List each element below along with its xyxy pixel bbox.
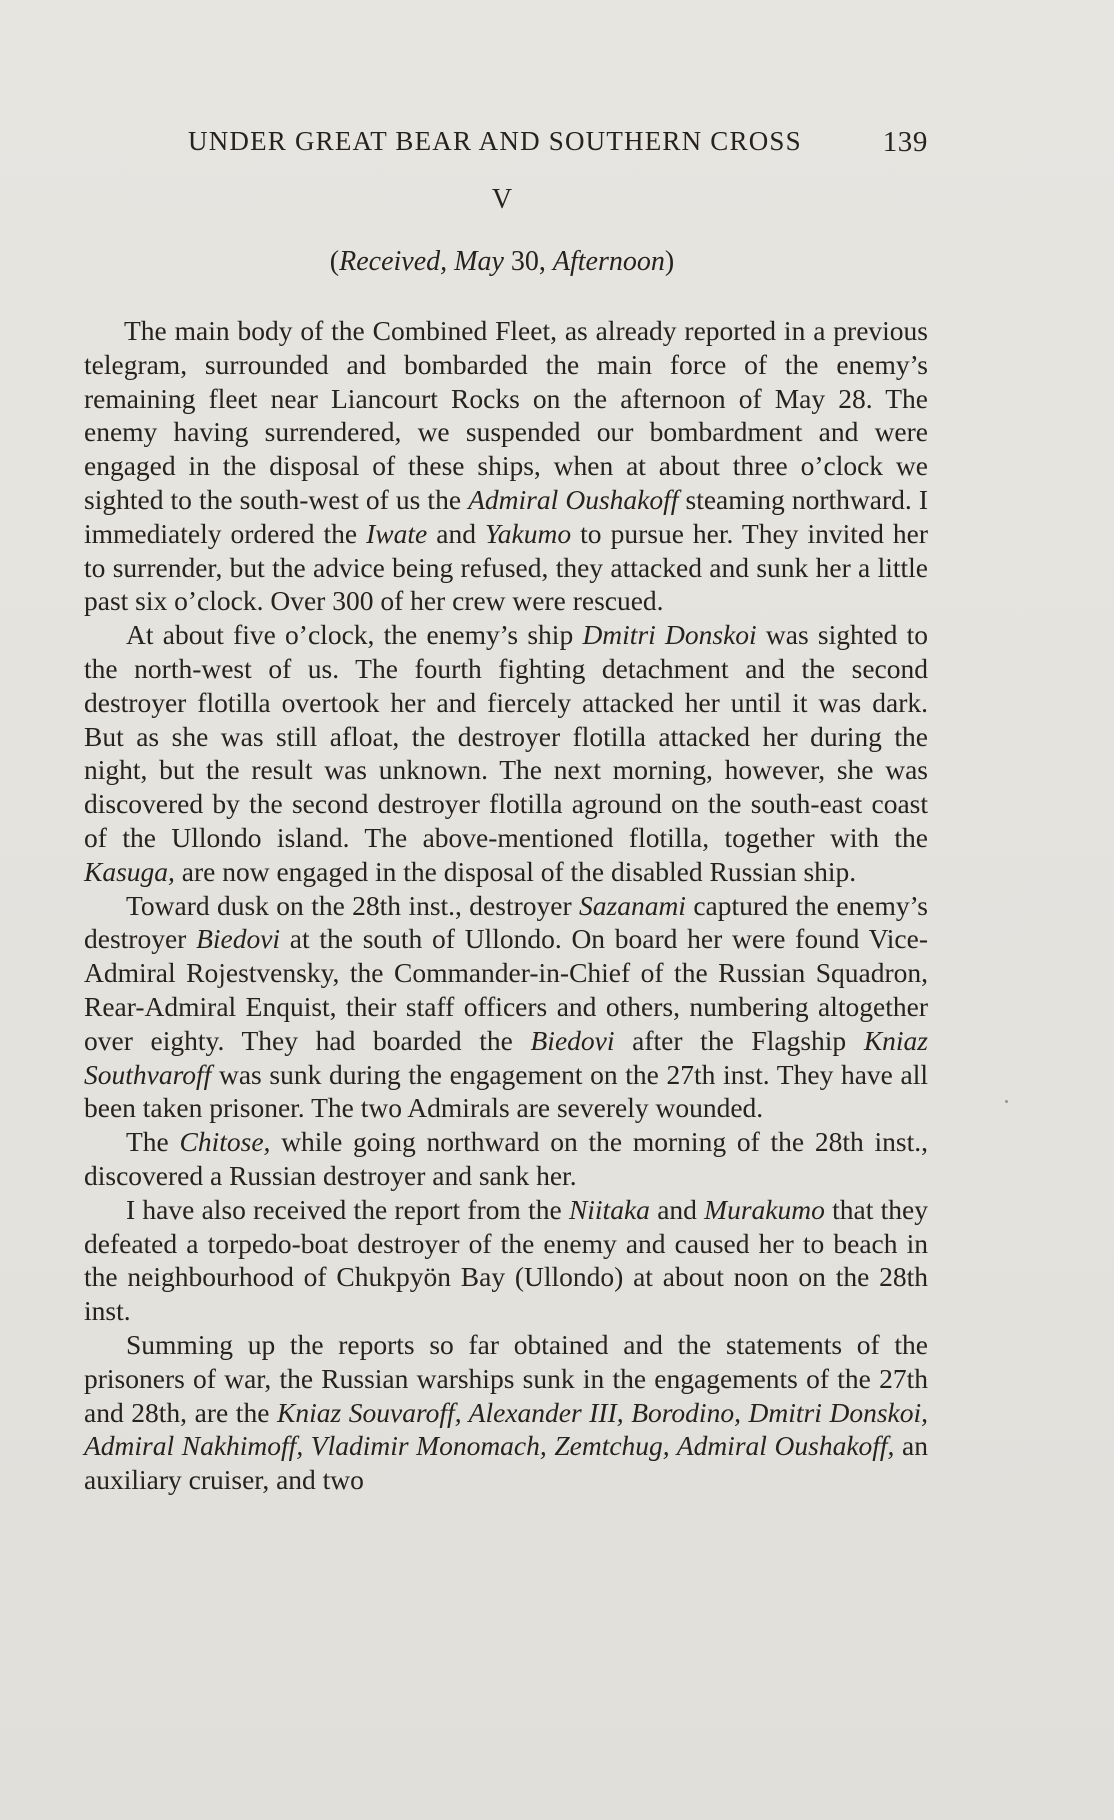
received-label: Received, May: [339, 246, 504, 277]
ship-name-list: Kniaz Souvaroff, Alexander III, Borodino, Dmitri Donskoi, Admiral Nakhimoff, Vladimir Monomach, Zemtchug, Admiral Oushakoff,: [84, 1396, 928, 1462]
ship-name: Yakumo: [485, 517, 572, 549]
ship-name: Kasuga,: [84, 855, 175, 887]
received-line: (Received, May 30, Afternoon): [329, 246, 675, 277]
ship-name: Kniaz Southvaroff: [84, 1024, 928, 1090]
paragraph-3: Toward dusk on the 28th inst., destroyer Sazanami captured the enemy’s destroyer Biedovi at the south of Ullondo. On board her were found Vice-Admiral Rojestvensky, the Commander-in-Chief of the Russian Squadron, Rear-Admiral Enquist, their staff officers and others, numbering altogether over eighty. They had boarded the Biedovi after the Flagship Kniaz Southvaroff was sunk during the engagement on the 27th inst. They have all been taken prisoner. The two Admirals are severely wounded.: [84, 889, 928, 1124]
ship-name: Niitaka: [568, 1193, 650, 1225]
ship-name: Biedovi: [196, 923, 281, 955]
paragraph-6: Summing up the reports so far obtained and the statements of the prisoners of war, the Russian warships sunk in the engagements of the 27th and 28th, are the Kniaz Souvaroff, Alexander III, Borodino, Dmitri Donskoi, Admiral Nakhimoff, Vladimir Monomach, Zemtchug, Admiral Oushakoff, an auxiliary cruiser, and two: [84, 1328, 928, 1496]
page-number: 139: [882, 126, 928, 158]
running-title: UNDER GREAT BEAR AND SOUTHERN CROSS: [188, 126, 802, 156]
paragraph-2: At about five o’clock, the enemy’s ship Dmitri Donskoi was sighted to the north-west of us. The fourth fighting detachment and the second destroyer flotilla overtook her and fiercely attacked her until it was dark. But as she was still afloat, the destroyer flotilla attacked her during the night, but the result was unknown. The next morning, however, she was discovered by the second destroyer flotilla aground on the south-east coast of the Ullondo island. The above-mentioned flotilla, together with the Kasuga, are now engaged in the disposal of the disabled Russian ship.: [84, 619, 928, 887]
ship-name: Dmitri Donskoi: [582, 619, 757, 651]
section-number: V: [491, 184, 513, 215]
ship-name: Admiral Oushakoff: [468, 483, 679, 515]
received-date: 30,: [503, 246, 553, 277]
ship-name: Biedovi: [530, 1024, 615, 1056]
paragraph-4: The Chitose, while going northward on the morning of the 28th inst., discovered a Russian destroyer and sank her.: [84, 1126, 928, 1191]
body-text: [84, 314, 928, 1497]
ship-name: Murakumo: [704, 1193, 825, 1225]
received-time: Afternoon: [552, 246, 665, 277]
ship-name: Sazanami: [579, 889, 686, 921]
paragraph-1: The main body of the Combined Fleet, as already reported in a previous telegram, surrounded and bombarded the main force of the enemy’s remaining fleet near Liancourt Rocks on the afternoon of May 28. The enemy having surrendered, we suspended our bombardment and were engaged in the disposal of these ships, when at about three o’clock we sighted to the south-west of us the Admiral Oushakoff steaming northward. I immediately ordered the Iwate and Yakumo to pursue her. They invited her to surrender, but the advice being refused, they attacked and sunk her a little past six o’clock. Over 300 of her crew were rescued.: [84, 315, 928, 617]
ship-name: Chitose,: [179, 1126, 271, 1158]
paragraph-5: I have also received the report from the Niitaka and Murakumo that they defeated a torpedo-boat destroyer of the enemy and caused her to beach in the neighbourhood of Chukpyön Bay (Ullondo) at about noon on the 28th inst.: [84, 1193, 928, 1327]
paper-speck: [1005, 1100, 1008, 1103]
ship-name: Iwate: [366, 517, 428, 549]
